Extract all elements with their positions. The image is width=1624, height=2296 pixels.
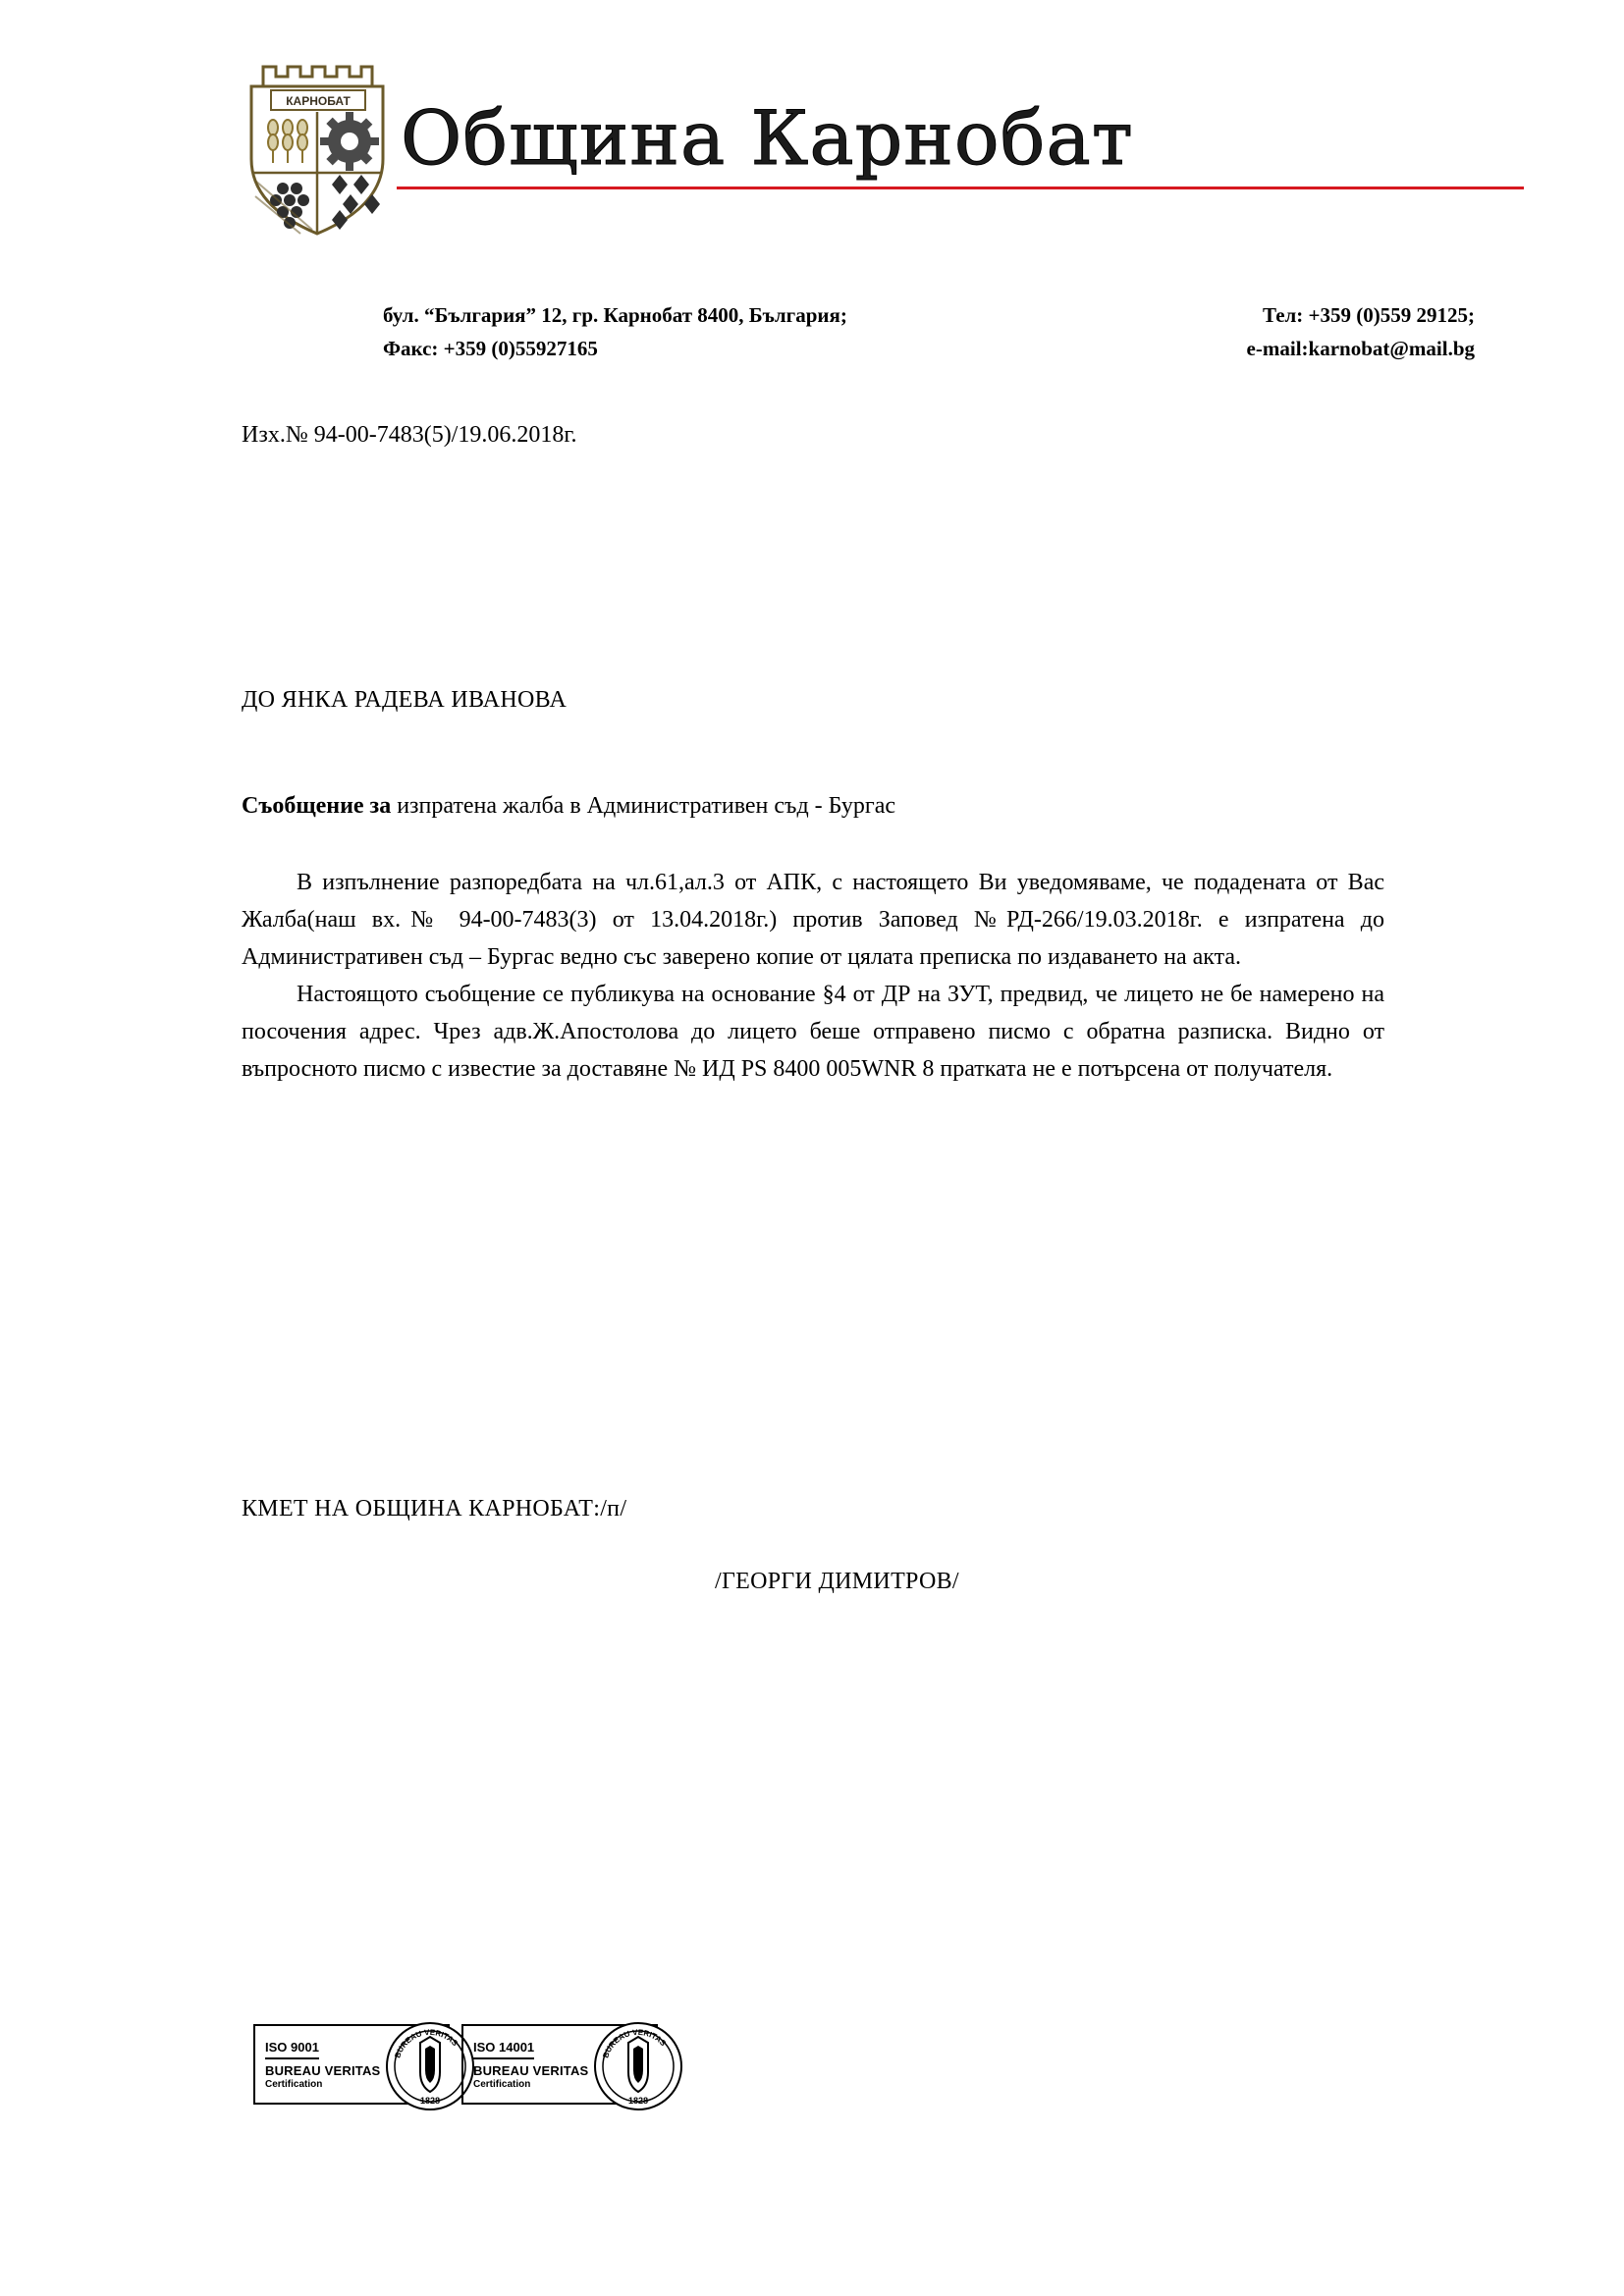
cert-iso-label: ISO 9001 (265, 2041, 319, 2059)
cert-sub-label: Certification (473, 2078, 531, 2090)
paragraph-1: В изпълнение разпоредбата на чл.61,ал.3 от АПК, с настоящето Ви уведомяваме, че подадената от Вас Жалба(наш вх.№ 94-00-7483(3) от 13.04.2018г.) против Заповед №РД-266/19.03.2018г. е изпратена до Административен съд – Бургас ведно със заверено копие от цялата преписка по издаването на акта. (242, 870, 1384, 970)
subject-label: Съобщение за (242, 793, 392, 819)
signature-name: /ГЕОРГИ ДИМИТРОВ/ (715, 1569, 959, 1594)
signature-title: КМЕТ НА ОБЩИНА КАРНОБАТ:/п/ (242, 1496, 627, 1522)
svg-text:1828: 1828 (419, 2096, 441, 2106)
svg-text:КАРНОБАТ: КАРНОБАТ (286, 94, 351, 108)
subject-text: изпратена жалба в Административен съд - Бургас (391, 793, 895, 819)
cert-iso-label: ISO 14001 (473, 2041, 534, 2059)
contact-address: бул. “България” 12, гр. Карнобат 8400, България; (383, 303, 847, 327)
header-divider (397, 187, 1524, 189)
certification-marks (253, 2024, 669, 2106)
organization-title: Община Карнобат (401, 94, 1134, 182)
svg-text:BUREAU VERITAS: BUREAU VERITAS (393, 2027, 460, 2059)
contact-fax: Факс: +359 (0)55927165 (383, 337, 598, 360)
bureau-veritas-seal-icon (593, 2021, 683, 2111)
contact-phone: Тел: +359 (0)559 29125; (1263, 303, 1475, 327)
contact-email: e-mail:karnobat@mail.bg (1246, 337, 1475, 360)
contact-block (383, 298, 1502, 365)
subject-line (242, 793, 895, 820)
svg-text:BUREAU VERITAS: BUREAU VERITAS (601, 2027, 669, 2059)
letterhead (0, 51, 1624, 360)
reference-number: Изх.№ 94-00-7483(5)/19.06.2018г. (242, 422, 577, 448)
certification-mark-iso14001 (461, 2024, 669, 2106)
cert-body-label: BUREAU VERITAS (265, 2062, 381, 2078)
paragraph-2: Настоящото съобщение се публикува на основание §4 от ДР на ЗУТ, предвид, че лицето не бе намерено на посочения адрес. Чрез адв.Ж.Апостолова до лицето беше отправено писмо с обратна разписка. Видно от въпросното писмо с известие за доставяне № ИД PS 8400 005WNR 8 пратката не е потърсена от получателя. (242, 982, 1384, 1082)
body-text (242, 864, 1384, 1088)
svg-text:1828: 1828 (627, 2096, 649, 2106)
coat-of-arms-icon (244, 51, 391, 238)
certification-mark-iso9001 (253, 2024, 460, 2106)
cert-sub-label: Certification (265, 2078, 323, 2090)
cert-body-label: BUREAU VERITAS (473, 2062, 589, 2078)
addressee-line: ДО ЯНКА РАДЕВА ИВАНОВА (242, 687, 568, 713)
